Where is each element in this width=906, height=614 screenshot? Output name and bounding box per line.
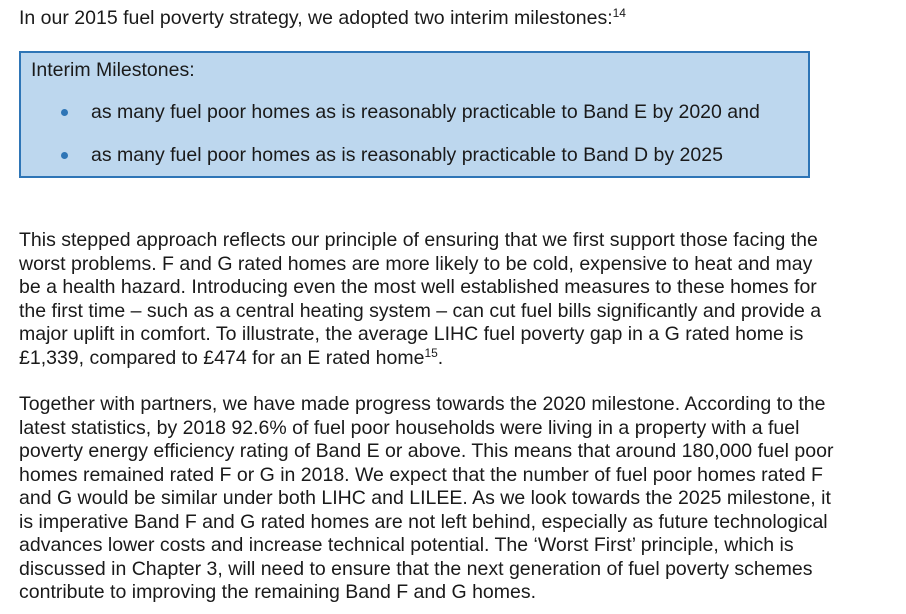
- text-line: latest statistics, by 2018 92.6% of fuel poor households were living in a property with a fuel: [19, 416, 800, 439]
- paragraph-stepped-approach: [19, 229, 894, 370]
- text-line: is imperative Band F and G rated homes are not left behind, especially as future technological: [19, 510, 828, 533]
- text-line: discussed in Chapter 3, will need to ensure that the next generation of fuel poverty schemes: [19, 557, 813, 580]
- paragraph-progress: [19, 393, 894, 605]
- bullet-icon: [61, 152, 68, 159]
- box-title: Interim Milestones:: [31, 59, 195, 81]
- text-line-last: [19, 347, 894, 371]
- text-line: worst problems. F and G rated homes are more likely to be cold, expensive to heat and may: [19, 252, 813, 275]
- text-line: contribute to improving the remaining Band F and G homes.: [19, 581, 537, 603]
- text-line: major uplift in comfort. To illustrate, the average LIHC fuel poverty gap in a G rated home is: [19, 323, 804, 345]
- footnote-ref-14[interactable]: 14: [612, 6, 626, 20]
- text-line: be a health hazard. Introducing even the most well established measures to these homes for: [19, 276, 817, 298]
- interim-milestones-box: [19, 51, 810, 178]
- sentence-end: .: [437, 346, 444, 369]
- text-line: poverty energy efficiency rating of Band E or above. This means that around 180,000 fuel poor: [19, 440, 834, 462]
- intro-text: In our 2015 fuel poverty strategy, we adopted two interim milestones:: [19, 7, 613, 29]
- milestone-text: as many fuel poor homes as is reasonably practicable to Band E by 2020 and: [91, 101, 760, 123]
- text-line: and G would be similar under both LIHC and LILEE. As we look towards the 2025 milestone, it: [19, 487, 831, 509]
- text-line: This stepped approach reflects our principle of ensuring that we first support those facing the: [19, 229, 818, 251]
- text-line: homes remained rated F or G in 2018. We expect that the number of fuel poor homes rated F: [19, 463, 823, 486]
- intro-sentence: [19, 6, 626, 30]
- milestone-text: as many fuel poor homes as is reasonably practicable to Band D by 2025: [91, 144, 723, 166]
- text-line: advances lower costs and increase technical potential. The ‘Worst First’ principle, which is: [19, 534, 794, 556]
- text-line: Together with partners, we have made progress towards the 2020 milestone. According to the: [19, 393, 826, 415]
- footnote-ref-15[interactable]: 15: [424, 345, 438, 360]
- text-line: the first time – such as a central heating system – can cut fuel bills significantly and provide a: [19, 299, 822, 322]
- bullet-icon: [61, 109, 68, 116]
- text-line-content: £1,339, compared to £474 for an E rated home: [19, 346, 425, 369]
